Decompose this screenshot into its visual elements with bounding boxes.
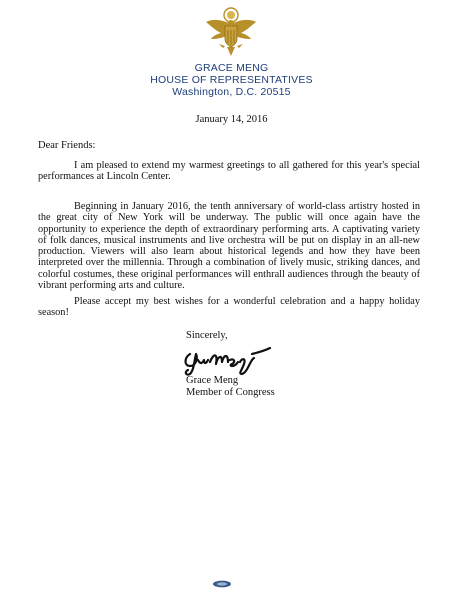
signer-name: Grace Meng	[186, 375, 239, 386]
paragraph-anniversary: Beginning in January 2016, the tenth anniversary of world-class artistry hosted in the great city of New York will be underway. The public will once again have the opportunity to experience the depth of extraordinary performing arts. A captivating variety of folk dances, musical instruments and live orchestra will be put on display in an all-new production. Viewers will also learn about historical legends and how they have been interpreted over the millennia. Through a combination of lively music, striking dances, and colorful costumes, these original performances will enthrall audiences through the beauty of vibrant performing arts and culture.	[38, 201, 420, 292]
salutation: Dear Friends:	[38, 140, 96, 151]
letterhead-name: GRACE MENG	[194, 62, 269, 74]
paragraph-greeting: I am pleased to extend my warmest greetings to all gathered for this year's special performances at Lincoln Center.	[38, 160, 420, 183]
letterhead	[0, 62, 463, 98]
handwritten-signature	[180, 344, 272, 376]
recycled-paper-icon	[212, 580, 232, 588]
letterhead-location: Washington, D.C. 20515	[172, 86, 291, 98]
eagle-seal-icon	[203, 6, 259, 58]
paragraph-wishes: Please accept my best wishes for a wonderful celebration and a happy holiday season!	[38, 296, 420, 319]
closing: Sincerely,	[186, 330, 228, 341]
signer-title: Member of Congress	[186, 387, 275, 398]
signer-block	[186, 375, 275, 399]
letter-date: January 14, 2016	[195, 114, 268, 125]
letterhead-office: HOUSE OF REPRESENTATIVES	[150, 74, 313, 86]
